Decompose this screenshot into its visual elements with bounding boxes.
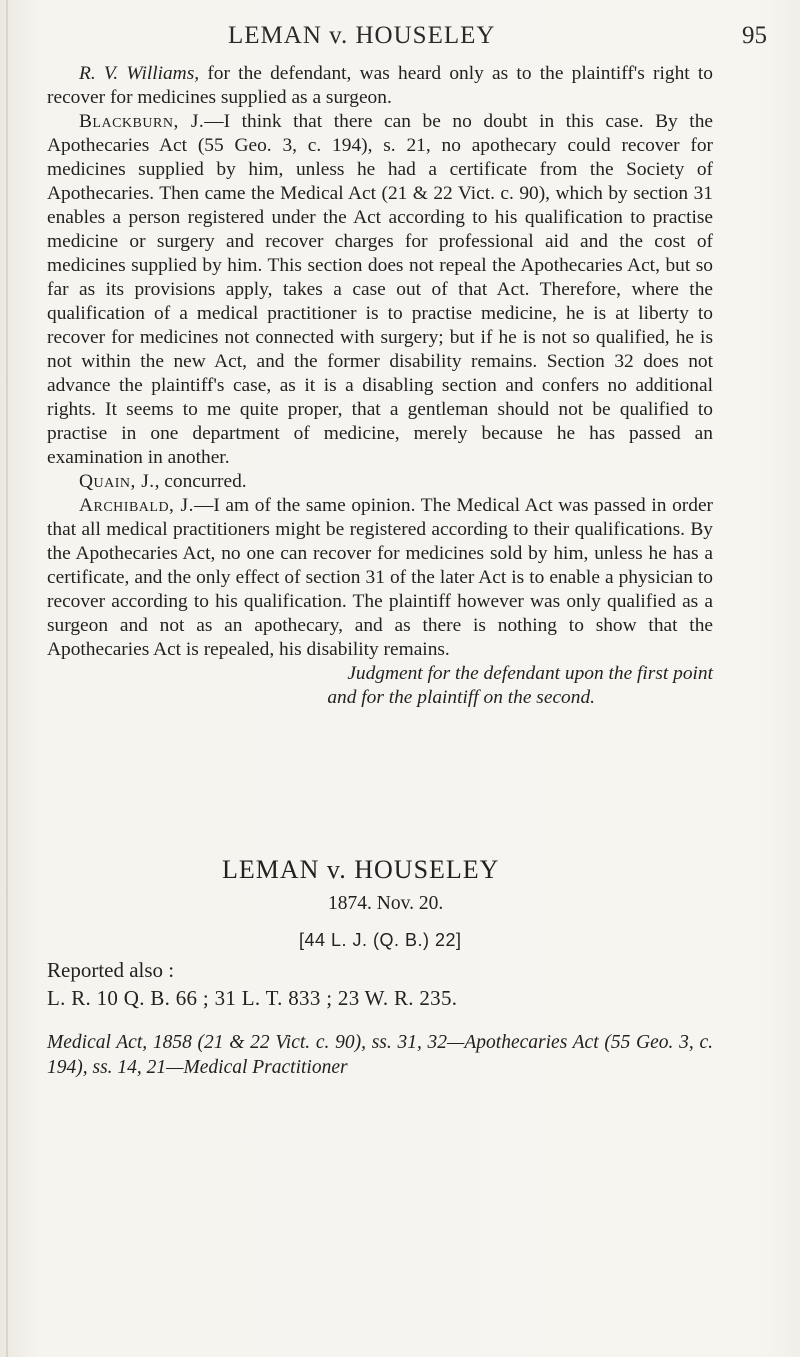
opinion-text: —I think that there can be no doubt in this case. By the Apothecaries Act (55 Geo. 3, c. 194), s. 21, no apothecary could recover for medicines supplied by him, unless he had a certificate from the Society of Apothecaries. Then came the Medical Act (21 & 22 Vict. c. 90), which by section 31 enables a person registered under the Act according to his qualification to practise medicine or surgery and recover charges for professional aid and the cost of medicines supplied by him. This section does not repeal the Apothecaries Act, but so far as its provisions apply, takes a case out of that Act. Therefore, where the qualification of a medical practitioner is to practise medicine, he is at liberty to recover for medicines not connected with surgery; but if he is not so qualified, he is not within the new Act, and the former disability remains. Section 32 does not advance the plaintiff's case, as it is a disabling section and confers no additional rights. It seems to me quite proper, that a gentleman should not be qualified to practise in one department of medicine, merely because he has passed an examination in another. — [47, 111, 713, 468]
running-head: LEMAN v. HOUSELEY — [228, 22, 496, 49]
judge-name: Blackburn, J. — [79, 111, 205, 132]
judge-name: Archibald, J. — [79, 495, 194, 516]
counsel-name: R. V. Williams, — [79, 63, 200, 84]
headnote: Medical Act, 1858 (21 & 22 Vict. c. 90), ss. 31, 32—Apothecaries Act (55 Geo. 3, c. 194), ss. 14, 21—Medical Practitioner — [47, 1032, 713, 1078]
case-citation: [44 L. J. (Q. B.) 22] — [299, 930, 462, 950]
judge-name: Quain, J. — [79, 471, 155, 492]
reported-also-label: Reported also : — [47, 958, 175, 982]
case-date: 1874. Nov. 20. — [328, 893, 444, 914]
case-title: LEMAN v. HOUSELEY — [222, 855, 500, 884]
paragraph-archibald — [47, 494, 713, 662]
paragraph-counsel — [47, 62, 713, 110]
page-number: 95 — [742, 22, 767, 49]
opinion-text: , concurred. — [154, 471, 247, 492]
judgment-line: and for the plaintiff on the second. — [327, 687, 595, 708]
judgment-text — [47, 62, 713, 710]
opinion-text: —I am of the same opinion. The Medical Act was passed in order that all medical practitioners might be registered according to their qualifications. By the Apothecaries Act, no one can recover for medicines sold by him, unless he has a certificate, and the only effect of section 31 of the later Act is to enable a physician to recover according to his qualification. The plaintiff however was only qualified as a surgeon and not as an apothecary, and as there is nothing to show that the Apothecaries Act is repealed, his disability remains. — [47, 495, 714, 660]
paragraph-blackburn — [47, 110, 713, 470]
judgment-line: Judgment for the defendant upon the first point — [347, 663, 713, 684]
page-gutter — [6, 0, 8, 1357]
paragraph-quain — [47, 470, 713, 494]
counsel-text: for the defendant, was heard only as to the plaintiff's right to recover for medicines supplied as a surgeon. — [47, 63, 714, 108]
reported-citations: L. R. 10 Q. B. 66 ; 31 L. T. 833 ; 23 W. R. 235. — [47, 986, 458, 1010]
